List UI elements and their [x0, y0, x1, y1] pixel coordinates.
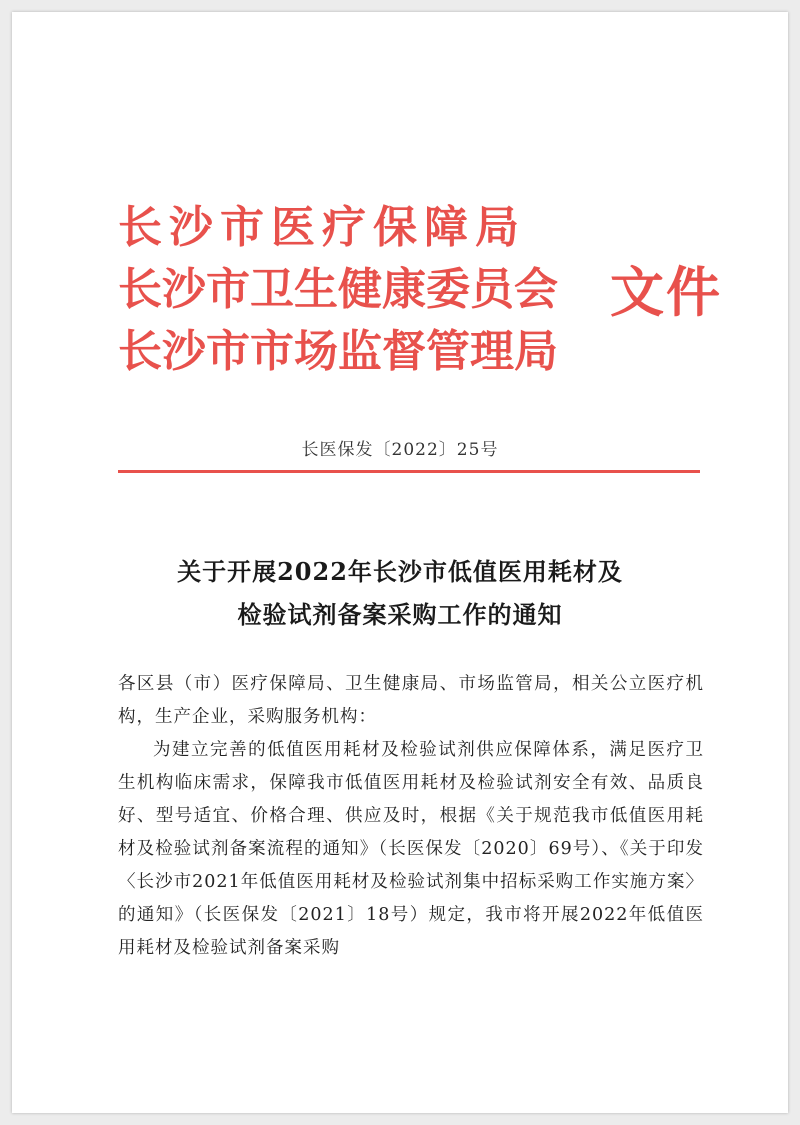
- document-number: 长医保发〔2022〕25号: [301, 440, 499, 460]
- document-page: [12, 12, 788, 1113]
- notice-title-line-1: 关于开展2022年长沙市低值医用耗材及: [177, 557, 623, 586]
- issuer-header: [118, 198, 722, 388]
- body-paragraph: 为建立完善的低值医用耗材及检验试剂供应保障体系，满足医疗卫生机构临床需求，保障我市低值医用耗材及检验试剂安全有效、品质良好、型号适宜、价格合理、供应及时，根据《关于规范我市低值医用耗材及检验试剂备案流程的通知》（长医保发〔2020〕69号）、《关于印发〈长沙市2021年低值医用耗材及检验试剂集中招标采购工作实施方案〉的通知》（长医保发〔2021〕18号）规定，我市将开展2022年低值医用耗材及检验试剂备案采购: [118, 740, 704, 958]
- issuer-name-1: 长沙市医疗保障局: [118, 202, 526, 253]
- salutation: 各区县（市）医疗保障局、卫生健康局、市场监管局，相关公立医疗机构，生产企业，采购服务机构：: [118, 674, 704, 727]
- issuer-name-2: 长沙市卫生健康委员会: [118, 264, 558, 315]
- notice-title-line-2: 检验试剂备案采购工作的通知: [237, 600, 563, 629]
- issuer-name-3: 长沙市市场监督管理局: [118, 326, 558, 377]
- red-separator-line: [118, 470, 700, 473]
- document-type-word: 文件: [610, 261, 722, 324]
